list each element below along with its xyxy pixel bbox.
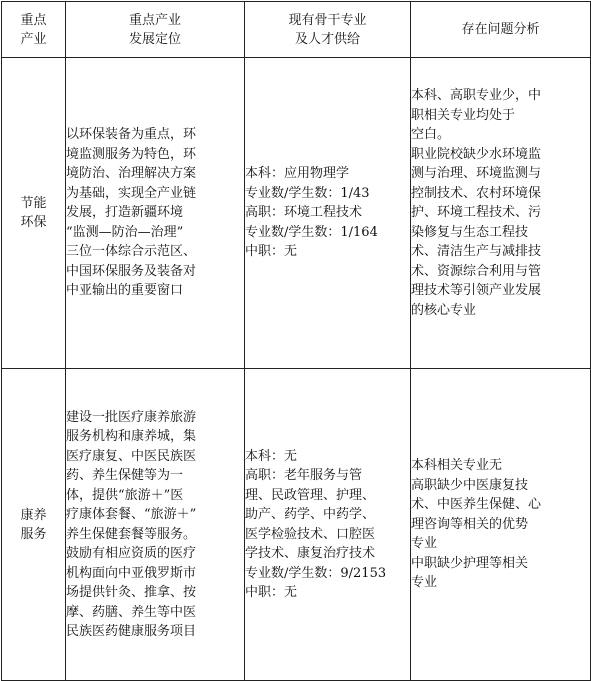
cell-line: 专业 bbox=[411, 536, 438, 552]
header-text: 存在问题分析 bbox=[461, 22, 540, 37]
cell-line: 术、中医养生保健、心 bbox=[411, 497, 542, 513]
industry-cell bbox=[2, 58, 66, 369]
table-row-health-care bbox=[2, 369, 591, 681]
cell-line: 中职缺少护理等相关 bbox=[411, 555, 529, 571]
header-row bbox=[2, 2, 591, 58]
header-text: 发展定位 bbox=[128, 31, 181, 47]
cell-line: 中国环保服务及装备对 bbox=[66, 263, 197, 279]
cell-line: 的核心专业 bbox=[411, 302, 477, 318]
cell-line: 本科相关专业无 bbox=[411, 458, 503, 474]
cell-line: 控制技术、农村环境保 bbox=[411, 185, 542, 201]
cell-line: 测与治理、环境监测与 bbox=[411, 166, 542, 181]
header-analysis bbox=[411, 2, 591, 58]
cell-line: 职相关专业均处于 bbox=[411, 107, 516, 123]
cell-line: 医疗康复、中医民族医 bbox=[66, 448, 197, 464]
cell-line: 体，提供“旅游＋”医 bbox=[66, 487, 184, 503]
cell-line: 以环保装备为重点，环 bbox=[66, 127, 197, 143]
cell-line: 摩、药膳、养生等中医 bbox=[66, 604, 197, 620]
cell-line: 空白。 bbox=[411, 127, 451, 142]
cell-line: 职业院校缺少水环境监 bbox=[411, 146, 542, 162]
cell-line: 护、环境工程技术、污 bbox=[411, 205, 542, 220]
header-text: 产业 bbox=[20, 31, 47, 47]
cell-line: 本科：应用物理学 bbox=[245, 166, 350, 182]
header-supply bbox=[245, 2, 411, 58]
cell-line: 场提供针灸、推拿、按 bbox=[66, 585, 197, 600]
cell-line: 专业数/学生数：1/164 bbox=[245, 224, 378, 240]
positioning-cell bbox=[66, 58, 245, 369]
industry-text: 服务 bbox=[20, 526, 47, 542]
table-row-energy-saving bbox=[2, 58, 591, 369]
cell-line: 高职：环境工程技术 bbox=[245, 205, 363, 221]
cell-line: 本科：无 bbox=[245, 448, 298, 464]
header-positioning bbox=[66, 2, 245, 58]
positioning-cell bbox=[66, 369, 245, 681]
cell-line: 术、清洁生产与减排技 bbox=[411, 244, 542, 259]
analysis-cell bbox=[411, 58, 591, 369]
cell-line: 药、养生保健等为一 bbox=[66, 468, 184, 483]
cell-line: 中职：无 bbox=[245, 244, 298, 260]
cell-line: 中亚输出的重要窗口 bbox=[66, 283, 184, 299]
cell-line: 学技术、康复治疗技术 bbox=[245, 546, 376, 561]
supply-cell bbox=[245, 58, 411, 369]
supply-cell bbox=[245, 369, 411, 681]
cell-line: 术、资源综合利用与管 bbox=[411, 263, 542, 279]
cell-line: 理、民政管理、护理、 bbox=[245, 487, 376, 503]
cell-line: 高职缺少中医康复技 bbox=[411, 477, 529, 493]
cell-line: 养生保健套餐等服务。 bbox=[66, 526, 197, 542]
industry-analysis-table bbox=[1, 1, 591, 681]
cell-line: 助产、药学、中药学、 bbox=[245, 507, 376, 522]
industry-text: 环保 bbox=[20, 215, 47, 230]
header-text: 重点 bbox=[20, 12, 47, 28]
cell-line: 发展，打造新疆环境 bbox=[66, 205, 184, 221]
header-text: 及人才供给 bbox=[294, 31, 360, 47]
cell-line: 理咨询等相关的优势 bbox=[411, 516, 529, 532]
header-text: 现有骨干专业 bbox=[288, 12, 367, 28]
cell-line: 三位一体综合示范区、 bbox=[66, 244, 197, 260]
cell-line: 理技术等引领产业发展 bbox=[411, 283, 542, 298]
cell-line: 民族医药健康服务项目 bbox=[66, 624, 197, 639]
cell-line: 染修复与生态工程技 bbox=[411, 224, 529, 240]
industry-cell bbox=[2, 369, 66, 681]
industry-text: 节能 bbox=[20, 196, 47, 211]
cell-line: 高职：老年服务与管 bbox=[245, 468, 363, 483]
cell-line: 专业 bbox=[411, 575, 438, 591]
header-key-industry bbox=[2, 2, 66, 58]
cell-line: 专业数/学生数：9/2153 bbox=[245, 565, 387, 581]
cell-line: 本科、高职专业少，中 bbox=[411, 88, 542, 103]
cell-line: 机构面向中亚俄罗斯市 bbox=[66, 565, 197, 581]
analysis-cell bbox=[411, 369, 591, 681]
industry-text: 康养 bbox=[20, 507, 47, 523]
cell-line: 服务机构和康养城，集 bbox=[66, 429, 197, 444]
cell-line: 境监测服务为特色，环 bbox=[66, 146, 197, 162]
header-text: 重点产业 bbox=[128, 12, 181, 28]
cell-line: 鼓励有相应资质的医疗 bbox=[66, 546, 197, 561]
cell-line: “监测—防治—治理” bbox=[66, 224, 184, 240]
cell-line: 中职：无 bbox=[245, 585, 298, 600]
cell-line: 建设一批医疗康养旅游 bbox=[66, 409, 197, 425]
cell-line: 境防治、治理解决方案 bbox=[66, 166, 197, 182]
cell-line: 专业数/学生数：1/43 bbox=[245, 185, 370, 201]
cell-line: 医学检验技术、口腔医 bbox=[245, 526, 376, 542]
cell-line: 疗康体套餐、“旅游＋” bbox=[66, 507, 197, 522]
cell-line: 为基础，实现全产业链 bbox=[66, 185, 197, 201]
